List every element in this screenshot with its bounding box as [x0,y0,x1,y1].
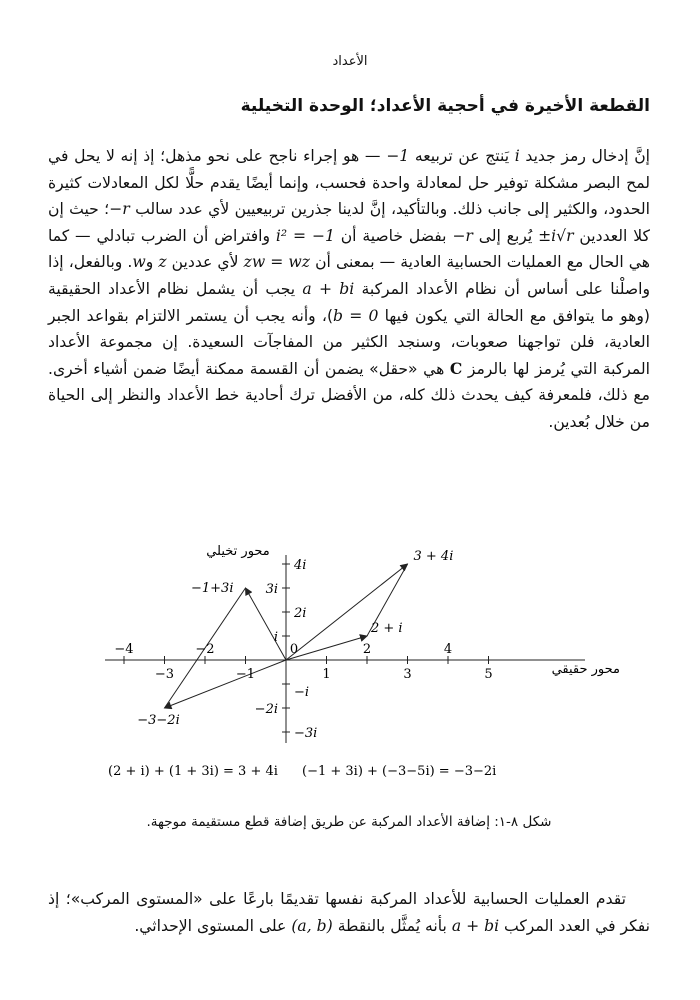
text-run: هي «حقل» يضمن أن القسمة ممكنة أيضًا ضمن أشياء أخرى. مع ذلك، فلمعرفة كيف يحدث ذلك كله، من الأفضل ترك أحادية خط الأعداد والنظر إلى الحياة من خلال بُعدين. [48,359,650,431]
text-run: و [145,253,154,272]
paragraph-2 [48,886,650,939]
equation-right: (−1 + 3i) + (−3−5i) = −3−2i [302,764,497,779]
text-run: على المستوى الإحداثي. [134,916,287,935]
text-run: يُربع إلى [478,226,533,245]
complex-vector [165,660,287,708]
text-run: ؛ حيث إن كلا العددين [48,200,650,245]
point-label: −3−2i [137,713,180,728]
real-tick-label: −2 [195,642,215,657]
math-inline: (a, b) [291,916,333,935]
text-run: إنَّ إدخال رمز جديد [525,147,650,165]
math-inline: −r [452,226,473,245]
text-run: وافتراض أن الضرب تبادلي — كما هي الحال مع العمليات الحسابية العادية — بمعنى أن [48,226,650,272]
running-head: الأعداد [332,54,368,69]
math-inline: z [158,253,167,272]
point-label: 3 + 4i [413,549,454,564]
text-run: يجب أن يشمل نظام الأعداد الحقيقية (وهو ما يتوافق مع الحالة التي يكون فيها [48,279,650,325]
text-run: لأي عددين [171,253,239,272]
math-inline: i [514,147,520,165]
real-tick-label: 2 [362,642,372,657]
real-axis-label: محور حقيقي [551,662,620,677]
real-tick-label: 0 [289,642,299,657]
real-tick-label: −4 [114,642,134,657]
real-tick-label: 1 [322,667,331,682]
text-run: — هو إجراء ناجح على نحو مذهل؛ إذ إنه لا يحل في لمح البصر مشكلة توفير حل لمعادلة واحدة فحسب، وإنما أيضًا يقدم حلًّا لكل المعادلات كثيرة الحدود، والكثير إلى جانب ذلك. وبالتأكيد، إنَّ لدينا جذرين تربيعيين لأي عدد سالب [48,147,650,219]
text-run: بأنه يُمثَّل بالنقطة [337,916,447,935]
text-run: يَنتج عن تربيعه [414,147,510,165]
math-inline: b = 0 [333,306,379,325]
imag-tick-label: 4i [294,558,307,573]
real-tick-label: −3 [154,667,175,682]
imag-tick-label: −3i [294,726,318,741]
imag-tick-label: −i [294,685,310,700]
complex-plane-figure [90,535,630,785]
equation-left: (2 + i) + (1 + 3i) = 3 + 4i [108,764,278,779]
real-tick-label: −1 [235,667,256,682]
imag-tick-label: 2i [294,606,307,621]
text-run: تقدم العمليات الحسابية للأعداد المركبة نفسها تقديمًا بارعًا على «المستوى المركب»؛ إذ نفكر في العدد المركب [48,890,650,935]
math-inline: C [449,358,463,378]
math-inline: zw = wz [243,253,310,272]
text-run: )، وأنه يجب أن يستمر الالتزام بقواعد الجبر العادية، فلن تواجهنا صعوبات، وسنجد الكثير من المفاجآت السعيدة. إن مجموعة الأعداد المركبة التي يُرمز لها بالرمز [48,306,650,378]
point-label: −1+3i [191,581,234,596]
math-inline: i² = −1 [275,226,335,245]
complex-vector [246,588,287,660]
math-inline: −r [109,200,130,219]
text-run: بفضل خاصية أن [340,226,447,245]
imag-axis-label: محور تخيلي [206,544,270,559]
real-tick-label: 3 [403,667,412,682]
paragraph-1 [48,143,650,436]
figure-caption: شكل ٨-١: إضافة الأعداد المركبة عن طريق إضافة قطع مستقيمة موجهة. [146,814,552,830]
math-inline: ±i√r [538,226,574,245]
math-inline: a + bi [302,279,355,298]
text-run: . وبالفعل، إذا واصلْنا على أساس أن نظام الأعداد المركبة [48,253,650,298]
math-inline: −1 [386,147,410,165]
math-inline: w [132,253,146,272]
imag-tick-label: i [273,630,278,645]
section-title: القطعة الأخيرة في أحجية الأعداد؛ الوحدة التخيلية [240,96,650,116]
imag-tick-label: 3i [265,582,278,597]
imag-tick-label: −2i [254,702,278,717]
real-tick-label: 5 [484,667,493,682]
complex-plane-svg [90,535,630,785]
math-inline: a + bi [451,916,500,935]
real-tick-label: 4 [443,642,453,657]
point-label: 2 + i [371,621,403,636]
